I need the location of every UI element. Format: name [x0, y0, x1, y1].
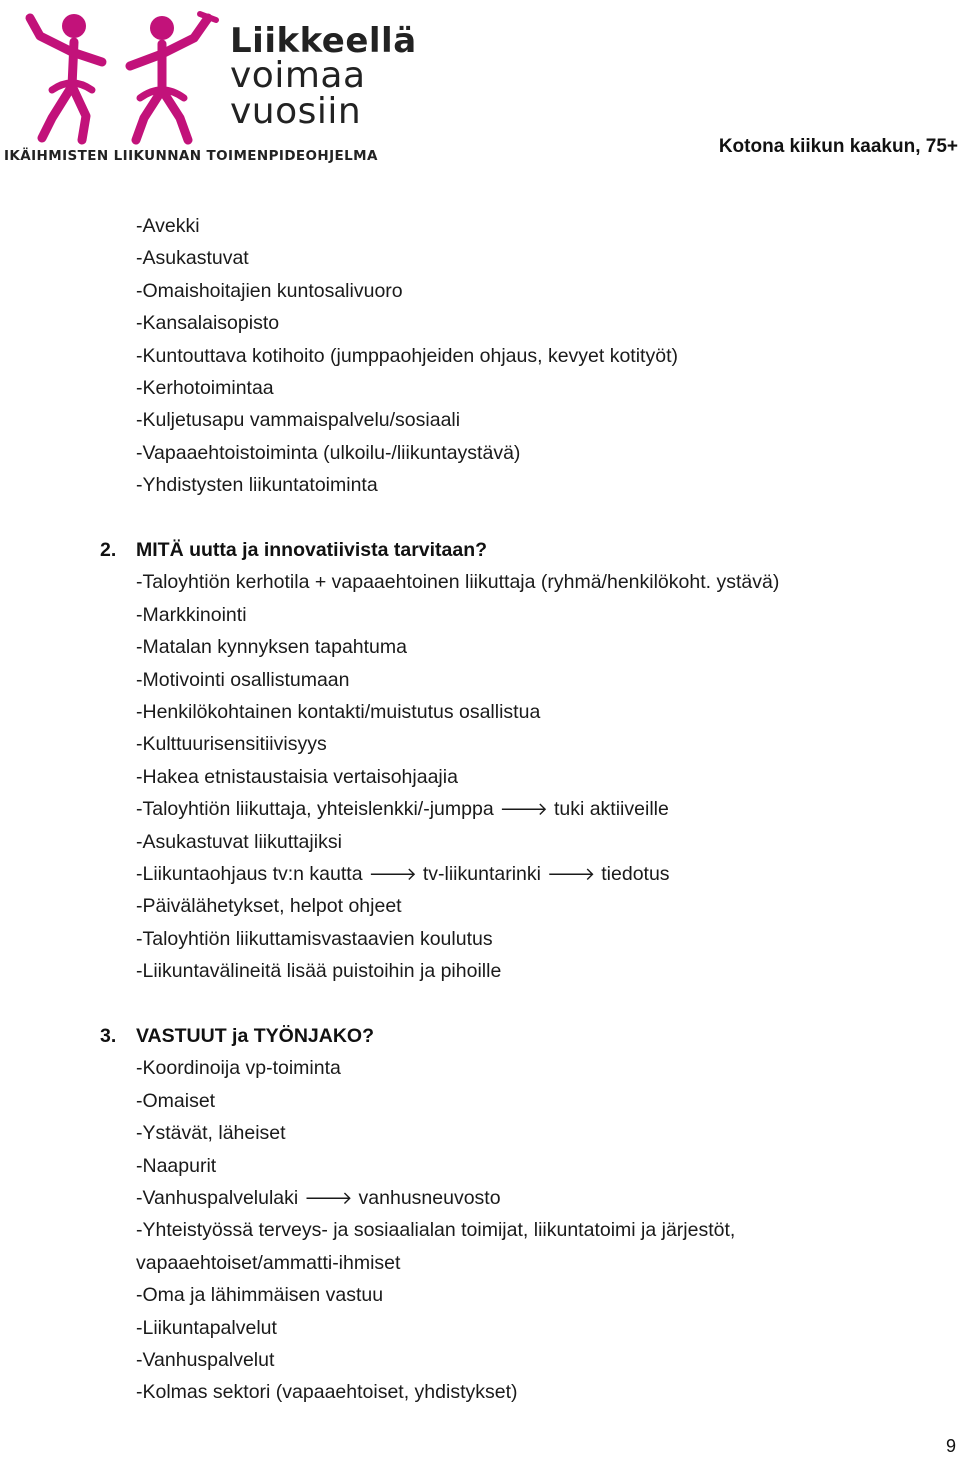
list-item-text: -Liikuntaohjaus tv:n kautta	[136, 862, 363, 885]
logo-subtitle: IKÄIHMISTEN LIIKUNNAN TOIMENPIDEOHJELMA	[4, 148, 378, 164]
list-item	[136, 858, 779, 890]
list-item: -Kuljetusapu vammaispalvelu/sosiaali	[136, 409, 461, 432]
section-title: VASTUUT ja TYÖNJAKO?	[136, 1025, 374, 1047]
section-title: MITÄ uutta ja innovatiivista tarvitaan?	[136, 539, 488, 561]
list-item: -Taloyhtiön kerhotila + vapaaehtoinen liikuttaja (ryhmä/henkilökoht. ystävä)	[136, 571, 780, 594]
logo-line-1: Liikkeellä	[230, 21, 417, 61]
program-logo	[4, 6, 417, 164]
list-item: -Kerhotoimintaa	[136, 376, 274, 399]
list-item: -Asukastuvat liikuttajiksi	[136, 830, 342, 853]
list-item-text: tiedotus	[601, 862, 670, 885]
list-item: -Markkinointi	[136, 603, 247, 626]
section-number: 2.	[100, 539, 117, 561]
arrow-right-icon: 🡒	[304, 1187, 353, 1208]
section-2-heading	[100, 534, 487, 566]
list-item: -Liikuntapalvelut	[136, 1316, 277, 1339]
list-item: -Yhteistyössä terveys- ja sosiaalialan toimijat, liikuntatoimi ja järjestöt,	[136, 1219, 736, 1242]
arrow-right-icon: 🡒	[546, 863, 596, 884]
page-number: 9	[945, 1436, 956, 1456]
list-item: -Kolmas sektori (vapaaehtoiset, yhdistykset)	[136, 1381, 518, 1404]
list-item: -Päivälähetykset, helpot ohjeet	[136, 895, 402, 918]
list-item: -Kulttuurisensitiivisyys	[136, 733, 327, 756]
logo-line-3: vuosiin	[230, 91, 362, 132]
list-item: -Omaishoitajien kuntosalivuoro	[136, 279, 403, 302]
dancing-figures-logo-icon	[12, 6, 222, 146]
list-item: -Taloyhtiön liikuttamisvastaavien koulutus	[136, 927, 493, 950]
list-item-text: -Vanhuspalvelulaki	[136, 1186, 299, 1209]
list-item	[136, 793, 779, 825]
list-item: vapaaehtoiset/ammatti-ihmiset	[136, 1251, 401, 1274]
list-item: -Ystävät, läheiset	[136, 1122, 286, 1145]
section-3-heading	[100, 1020, 374, 1052]
list-item: -Kuntouttava kotihoito (jumppaohjeiden ohjaus, kevyet kotityöt)	[136, 344, 678, 367]
list-item-text: vanhusneuvosto	[358, 1186, 501, 1209]
list-item	[136, 1182, 735, 1214]
list-item: -Vapaaehtoistoiminta (ulkoilu-/liikuntaystävä)	[136, 441, 521, 464]
list-item: -Yhdistysten liikuntatoiminta	[136, 474, 378, 497]
section-number: 3.	[100, 1025, 117, 1047]
list-item-text: tv-liikuntarinki	[422, 862, 541, 885]
list-item: -Omaiset	[136, 1089, 216, 1112]
list-item: -Liikuntavälineitä lisää puistoihin ja pihoille	[136, 960, 502, 983]
list-item-text: tuki aktiiveille	[553, 798, 669, 821]
intro-list	[136, 210, 678, 502]
list-item: -Matalan kynnyksen tapahtuma	[136, 636, 407, 659]
list-item: -Hakea etnistaustaisia vertaisohjaajia	[136, 765, 458, 788]
list-item: -Naapurit	[136, 1154, 217, 1177]
list-item: -Vanhuspalvelut	[136, 1348, 275, 1371]
list-item: -Asukastuvat	[136, 247, 249, 270]
document-title: Kotona kiikun kaakun, 75+	[718, 136, 958, 157]
list-item: -Oma ja lähimmäisen vastuu	[136, 1284, 384, 1307]
list-item: -Avekki	[136, 215, 200, 237]
logo-line-2: voimaa	[230, 55, 366, 96]
list-item: -Motivointi osallistumaan	[136, 668, 350, 691]
list-item-text: -Taloyhtiön liikuttaja, yhteislenkki/-jumppa	[136, 798, 494, 821]
list-item: -Kansalaisopisto	[136, 312, 280, 335]
list-item: -Koordinoija vp-toiminta	[136, 1057, 341, 1080]
list-item: -Henkilökohtainen kontakti/muistutus osallistua	[136, 700, 541, 723]
section-2-list	[136, 566, 779, 987]
arrow-right-icon: 🡒	[499, 799, 548, 820]
logo-wordmark	[230, 21, 417, 132]
arrow-right-icon: 🡒	[368, 863, 417, 884]
section-3-list	[136, 1052, 735, 1408]
page-header	[0, 0, 960, 170]
